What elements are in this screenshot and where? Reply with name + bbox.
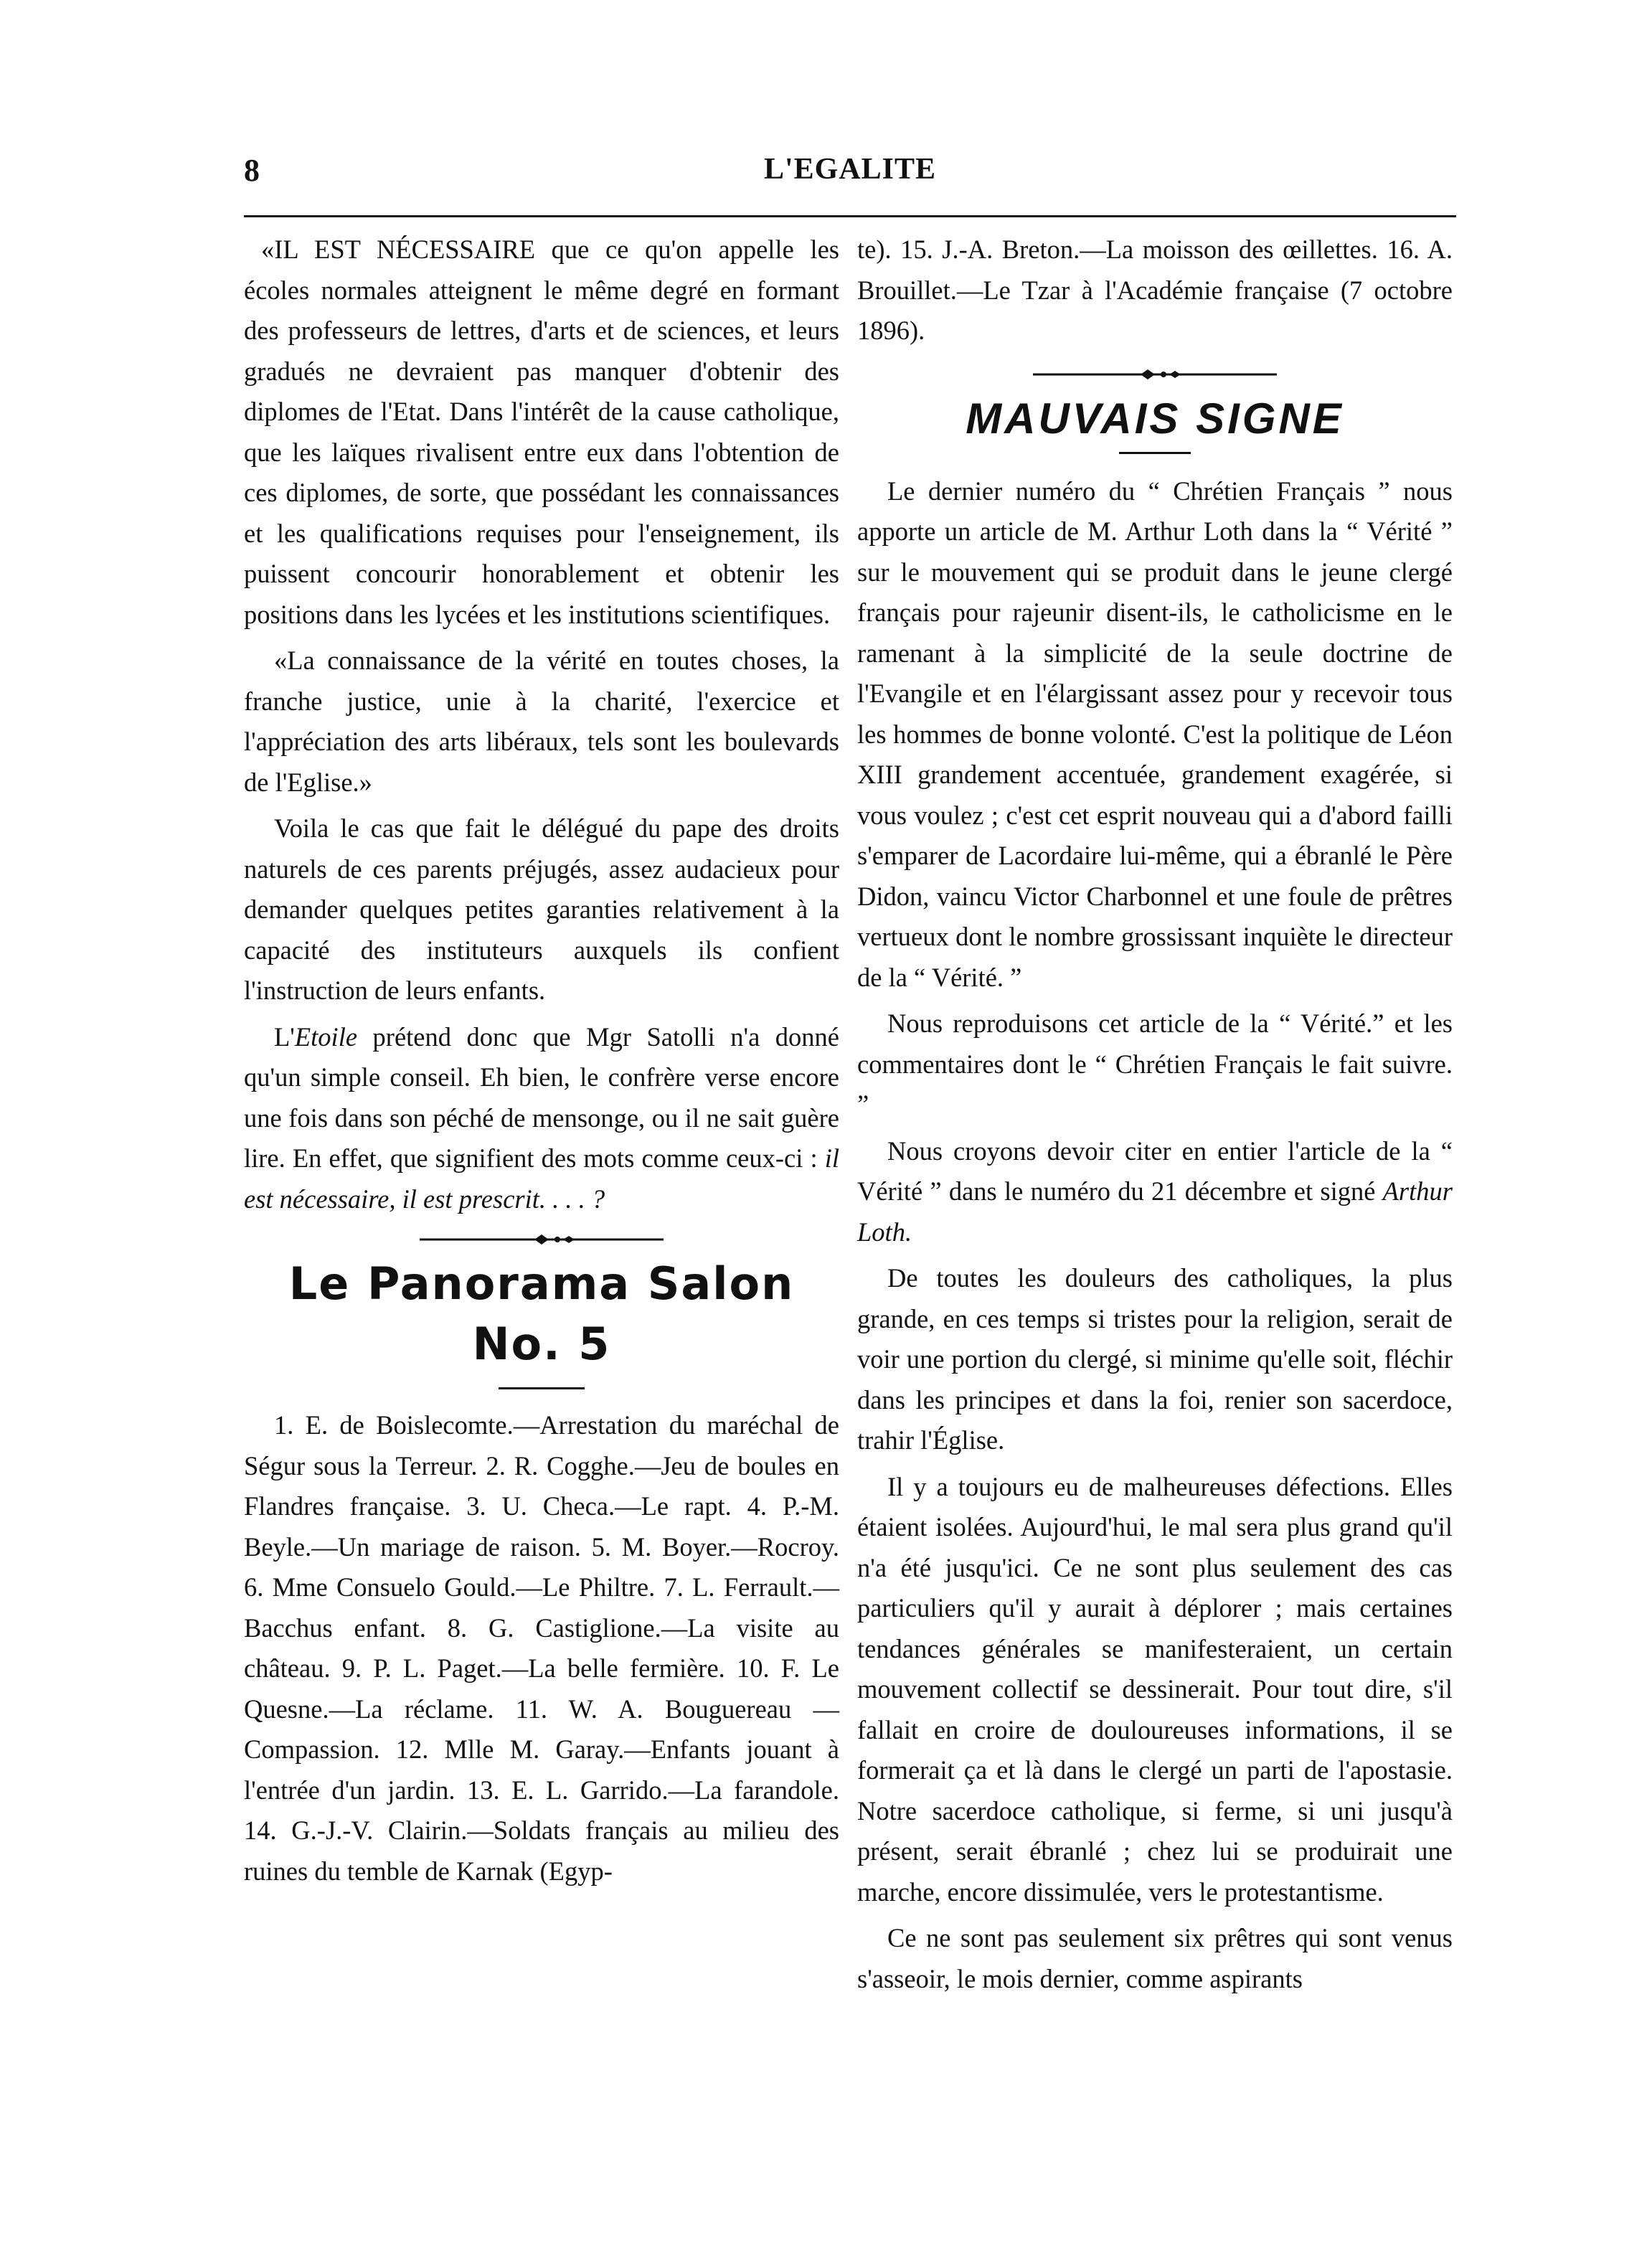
section-title: MAUVAIS SIGNE <box>966 394 1344 443</box>
ornament-divider <box>420 1232 664 1247</box>
article-paragraph: Il y a toujours eu de malheureuses défections. Elles étaient isolées. Aujourd'hui, le mal sera plus grand qu'il n'a été jusqu'ici. Ce ne sont plus seulement des cas particuliers qu'il y aurait à déplorer ; mais certaines tendances générales se manifesteraient, un certain mouvement collectif se dessinerait. Pour tout dire, s'il fallait en croire de douloureuses informations, il se formerait ça et là dans le clergé un parti de l'apostasie. Notre sacerdoce catholique, si ferme, si uni jusqu'à présent, serait ébranlé ; chez lui se produirait une marche, encore dissimulée, vers le protestantisme. <box>857 1471 1453 1907</box>
title-underline <box>1119 452 1191 454</box>
page-header <box>244 152 1456 195</box>
article-paragraph <box>857 1131 1453 1253</box>
right-column <box>857 230 1453 1999</box>
section-title: No. 5 <box>472 1318 611 1370</box>
text-run: prétend donc que Mgr Satolli n'a donné qu'un simple conseil. Eh bien, le confrère verse encore une fois dans son péché de mensonge, ou il ne sait guère lire. En effet, que signifient des mots comme ceux-ci : <box>244 1021 839 1173</box>
author-signature: Arthur Loth. <box>857 1176 1453 1247</box>
left-column <box>244 230 839 1892</box>
article-paragraph: te). 15. J.-A. Breton.—La moisson des œillettes. 16. A. Brouillet.—Le Tzar à l'Académie française (7 octobre 1896). <box>857 235 1453 345</box>
article-paragraph: Le dernier numéro du “ Chrétien Français ” nous apporte un article de M. Arthur Loth dans la “ Vérité ” sur le mouvement qui se produit dans le jeune clergé français pour rajeunir disent-ils, le catholicisme en le ramenant à la simplicité de la seule doctrine de l'Evangile et en l'élargissant assez pour y recevoir tous les hommes de bonne volonté. C'est la politique de Léon XIII grandement accentuée, grandement exagérée, si vous voulez ; c'est cet esprit nouveau qui a d'abord failli s'emparer de Lacordaire lui-même, qui a ébranlé le Père Didon, vaincu Victor Charbonnel et une foule de prêtres vertueux dont le nombre grossissant inquiète le directeur de la “ Vérité. ” <box>857 476 1453 992</box>
article-paragraph: «IL EST NÉCESSAIRE que ce qu'on appelle les écoles normales atteignent le même degré en formant des professeurs de lettres, d'arts et de sciences, et leurs gradués ne devraient pas manquer d'obtenir des diplomes de l'Etat. Dans l'intérêt de la cause catholique, que les laïques rivalisent entre eux dans l'obtention de ces diplomes, de sorte, que possédant les connaissances et les qualifications requises pour l'enseignement, ils puissent concourir honorablement et obtenir les positions dans les lycées et les institutions scientifiques. <box>244 235 839 629</box>
article-paragraph: De toutes les douleurs des catholiques, la plus grande, en ces temps si tristes pour la religion, serait de voir une portion du clergé, si minime qu'elle soit, fléchir dans les principes et dans la foi, renier son sacerdoce, trahir l'Église. <box>857 1263 1453 1455</box>
page-number: 8 <box>244 153 260 188</box>
running-title: L'EGALITE <box>763 153 937 186</box>
article-paragraph: «La connaissance de la vérité en toutes choses, la franche justice, unie à la charité, l'exercice et l'appréciation des arts libéraux, tels sont les boulevards de l'Eglise.» <box>244 646 839 797</box>
article-paragraph: Ce ne sont pas seulement six prêtres qui sont venus s'asseoir, le mois dernier, comme aspirants <box>857 1923 1453 1993</box>
section-title: Le Panorama Salon <box>288 1257 795 1310</box>
article-paragraph: 1. E. de Boislecomte.—Arrestation du maréchal de Ségur sous la Terreur. 2. R. Cogghe.—Jeu de boules en Flandres française. 3. U. Checa.—Le rapt. 4. P.-M. Beyle.—Un mariage de raison. 5. M. Boyer.—Rocroy. 6. Mme Consuelo Gould.—Le Philtre. 7. L. Ferrault.—Bacchus enfant. 8. G. Castiglione.—La visite au château. 9. P. L. Paget.—La belle fermière. 10. F. Le Quesne.—La réclame. 11. W. A. Bouguereau —Compassion. 12. Mlle M. Garay.—Enfants jouant à l'entrée d'un jardin. 13. E. L. Garrido.—La farandole. 14. G.-J.-V. Clairin.—Soldats français au milieu des ruines du temble de Karnak (Egyp- <box>244 1410 839 1886</box>
newspaper-name: Etoile <box>294 1021 358 1052</box>
ornament-divider <box>1033 367 1277 382</box>
article-paragraph <box>244 1017 839 1220</box>
title-underline <box>499 1387 585 1389</box>
text-run: Nous croyons devoir citer en entier l'article de la “ Vérité ” dans le numéro du 21 décembre et signé <box>857 1135 1453 1206</box>
text-run: L' <box>274 1021 295 1052</box>
header-rule <box>244 215 1456 217</box>
quoted-phrase: il est nécessaire, il est prescrit. . . . ? <box>244 1143 839 1214</box>
article-paragraph: Voila le cas que fait le délégué du pape des droits naturels de ces parents préjugés, assez audacieux pour demander quelques petites garanties relativement à la capacité des instituteurs auxquels ils confient l'instruction de leurs enfants. <box>244 813 839 1005</box>
article-paragraph: Nous reproduisons cet article de la “ Vérité.” et les commentaires dont le “ Chrétien Français le fait suivre. ” <box>857 1009 1453 1119</box>
